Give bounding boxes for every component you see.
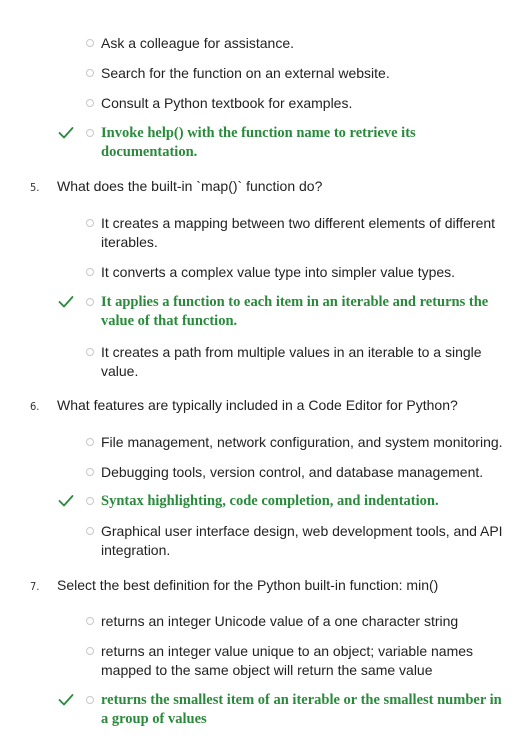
check-icon — [58, 126, 74, 140]
option-label: Syntax highlighting, code completion, and indentation. — [101, 493, 439, 509]
question-number: 5. — [30, 181, 40, 194]
option-label: Ask a colleague for assistance. — [101, 35, 294, 51]
radio-icon[interactable] — [86, 39, 94, 47]
option-label: File management, network configuration, and system monitoring. — [101, 434, 503, 450]
radio-icon[interactable] — [86, 129, 94, 137]
radio-icon[interactable] — [86, 298, 94, 306]
option-label: It applies a function to each item in an iterable and returns the value of that function. — [101, 294, 489, 329]
radio-icon[interactable] — [86, 69, 94, 77]
radio-icon[interactable] — [86, 696, 94, 704]
option-label: returns the smallest item of an iterable or the smallest number in a group of values — [101, 692, 502, 727]
radio-icon[interactable] — [86, 99, 94, 107]
radio-icon[interactable] — [86, 497, 94, 505]
question-text: Select the best definition for the Python built-in function: min() — [57, 577, 439, 593]
radio-icon[interactable] — [86, 647, 94, 655]
check-icon — [58, 494, 74, 508]
radio-icon[interactable] — [86, 348, 94, 356]
radio-icon[interactable] — [86, 268, 94, 276]
radio-icon[interactable] — [86, 219, 94, 227]
radio-icon[interactable] — [86, 438, 94, 446]
option-label: Invoke help() with the function name to retrieve its documentation. — [101, 125, 416, 160]
option-label: It creates a mapping between two different elements of different iterables. — [101, 215, 496, 250]
option-label: It converts a complex value type into simpler value types. — [101, 264, 456, 280]
check-icon — [58, 693, 74, 707]
radio-icon[interactable] — [86, 617, 94, 625]
option-label: It creates a path from multiple values in an iterable to a single value. — [101, 344, 482, 379]
radio-icon[interactable] — [86, 468, 94, 476]
option-label: Search for the function on an external website. — [101, 65, 390, 81]
question-text: What features are typically included in a Code Editor for Python? — [57, 397, 458, 413]
question-number: 6. — [30, 400, 40, 413]
check-icon — [58, 295, 74, 309]
option-label: Debugging tools, version control, and database management. — [101, 464, 484, 480]
question-text: What does the built-in `map()` function do? — [57, 178, 323, 194]
option-label: Consult a Python textbook for examples. — [101, 95, 353, 111]
question-number: 7. — [30, 580, 40, 593]
option-label: Graphical user interface design, web development tools, and API integration. — [101, 523, 503, 558]
option-label: returns an integer Unicode value of a one character string — [101, 613, 459, 629]
radio-icon[interactable] — [86, 527, 94, 535]
option-label: returns an integer value unique to an object; variable names mapped to the same object will return the same value — [101, 643, 474, 678]
